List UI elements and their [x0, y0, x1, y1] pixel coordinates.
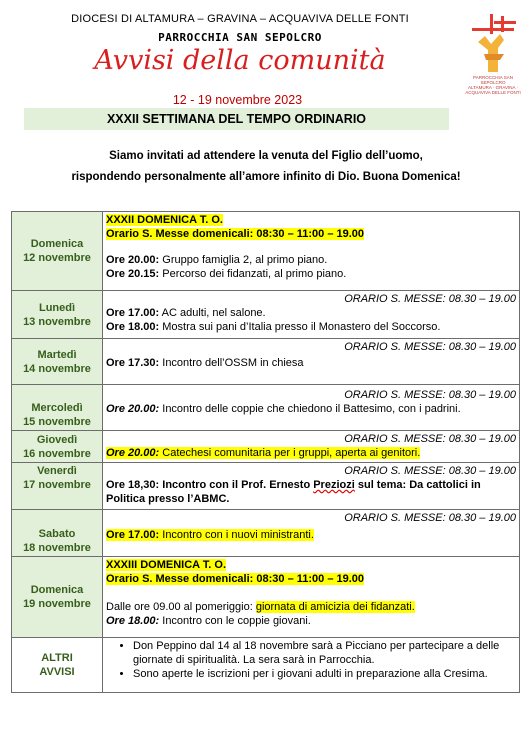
event-text: AC adulti, nel salone.: [159, 307, 266, 319]
table-row: [12, 638, 520, 693]
event-text: Mostra sui pani d’Italia presso il Monastero del Soccorso.: [159, 321, 441, 333]
table-row: [12, 463, 520, 510]
day-events: [103, 463, 520, 510]
list-item: [106, 402, 516, 416]
day-name: Giovedì: [36, 433, 78, 446]
list-item: • Don Peppino dal 14 al 18 novembre sarà a Picciano per partecipare a delle giornate di spiritualità. La sera sarà in Parrocchia.: [133, 639, 516, 667]
event-time: Ore 20.00:: [106, 403, 160, 415]
day-date: 18 novembre: [23, 542, 91, 554]
event-time: Ore 18.00:: [106, 615, 160, 627]
list-item: [106, 528, 516, 542]
day-cell: [12, 291, 103, 339]
list-item: [106, 320, 516, 334]
list-item: [106, 446, 516, 460]
event-text: Percorso dei fidanzati, al primo piano.: [159, 268, 347, 280]
event-time: Dalle ore 09.00 al pomeriggio:: [106, 601, 253, 613]
day-cell: [12, 463, 103, 510]
logo-caption-line-2: ALTAMURA · GRAVINA · ACQUAVIVA DELLE FONTI: [465, 85, 521, 95]
mass-times-label: ORARIO S. MESSE: 08.30 – 19.00: [344, 433, 516, 445]
day-date: 14 novembre: [23, 362, 91, 375]
mass-times-label: ORARIO S. MESSE: 08.30 – 19.00: [344, 341, 516, 353]
day-events: [103, 385, 520, 431]
speaker-name: Preziozi: [313, 479, 355, 491]
list-item: [106, 253, 516, 267]
event-time: Ore 18.00:: [106, 321, 160, 333]
day-cell: [12, 431, 103, 463]
mass-times-label: ORARIO S. MESSE: 08.30 – 19.00: [344, 389, 516, 401]
day-name: Lunedì: [38, 301, 76, 314]
list-item: [106, 356, 516, 370]
day-name: Domenica: [30, 584, 84, 596]
day-name: Domenica: [30, 238, 84, 250]
event-time: Ore 20.00:: [106, 447, 160, 459]
day-events: [103, 510, 520, 557]
event-time: Ore 17.30:: [106, 357, 160, 369]
table-row: [12, 212, 520, 291]
day-name: Venerdì: [37, 465, 77, 477]
day-events: [103, 291, 520, 339]
day-cell: [12, 339, 103, 385]
event-text: Catechesi comunitaria per i gruppi, aperta ai genitori.: [159, 447, 421, 459]
day-date: 15 novembre: [23, 416, 91, 428]
other-label-1: ALTRI: [41, 652, 73, 664]
list-item: [106, 478, 516, 506]
sunday-heading: XXXIII DOMENICA T. O.: [106, 559, 226, 571]
other-notices: [103, 638, 520, 693]
event-time: Ore 20.00:: [106, 254, 160, 266]
day-date: 13 novembre: [23, 315, 91, 328]
list-item: [106, 306, 516, 320]
table-row: [12, 510, 520, 557]
event-text: giornata di amicizia dei fidanzati.: [255, 601, 415, 613]
intro-line-1: Siamo invitati ad attendere la venuta del Figlio dell’uomo,: [109, 150, 423, 162]
day-date: 17 novembre: [23, 479, 91, 491]
list-item: [106, 600, 516, 614]
day-date: 19 novembre: [23, 598, 91, 610]
day-cell: [12, 385, 103, 431]
mass-times-label: ORARIO S. MESSE: 08.30 – 19.00: [344, 293, 516, 305]
other-label-2: AVVISI: [39, 666, 75, 678]
day-name: Mercoledì: [31, 402, 83, 414]
list-item: [106, 267, 516, 281]
day-events: [103, 212, 520, 291]
other-notices-label: [12, 638, 103, 693]
page-title: Avvisi della comunità: [94, 45, 386, 76]
event-text: Gruppo famiglia 2, al primo piano.: [159, 254, 328, 266]
table-row: [12, 291, 520, 339]
parish-name: PARROCCHIA SAN SEPOLCRO: [158, 31, 322, 44]
event-time: Ore 17.00:: [106, 307, 160, 319]
event-time: Ore 18,30:: [106, 479, 160, 491]
table-row: [12, 339, 520, 385]
list-item: • Sono aperte le iscrizioni per i giovani adulti in preparazione alla Cresima.: [133, 667, 516, 681]
mass-times-label: ORARIO S. MESSE: 08.30 – 19.00: [344, 465, 516, 477]
event-text: Incontro con il Prof. Ernesto: [159, 479, 314, 491]
mass-times-label: ORARIO S. MESSE: 08.30 – 19.00: [344, 512, 516, 524]
event-text: Incontro con le coppie giovani.: [159, 615, 311, 627]
sunday-mass-times: Orario S. Messe domenicali: 08:30 – 11:00 – 19.00: [106, 228, 365, 240]
event-text: Incontro dell’OSSM in chiesa: [159, 357, 304, 369]
diocese-header: DIOCESI DI ALTAMURA – GRAVINA – ACQUAVIVA DELLE FONTI: [71, 13, 409, 25]
table-row: [12, 431, 520, 463]
day-events: [103, 339, 520, 385]
event-text: sul tema: Da cattolici in Politica presso l’ABMC.: [106, 479, 481, 505]
day-name: Martedì: [37, 348, 77, 361]
logo-caption: [464, 75, 522, 95]
day-cell: [12, 510, 103, 557]
event-time: Ore 20.15:: [106, 268, 160, 280]
event-text: Incontro delle coppie che chiedono il Battesimo, con i padrini.: [159, 403, 461, 415]
schedule-table: [11, 211, 520, 693]
week-title: XXXII SETTIMANA DEL TEMPO ORDINARIO: [24, 108, 449, 130]
table-row: [12, 557, 520, 638]
day-cell: [12, 212, 103, 291]
day-date: 12 novembre: [23, 252, 91, 264]
sunday-heading: XXXII DOMENICA T. O.: [106, 214, 223, 226]
date-range: 12 - 19 novembre 2023: [172, 93, 303, 107]
day-events: [103, 557, 520, 638]
sunday-mass-times: Orario S. Messe domenicali: 08:30 – 11:00 – 19.00: [106, 573, 365, 585]
event-text: Incontro con i nuovi ministranti.: [159, 529, 314, 541]
day-cell: [12, 557, 103, 638]
table-row: [12, 385, 520, 431]
day-events: [103, 431, 520, 463]
logo-caption-line-1: PARROCCHIA SAN SEPOLCRO: [473, 75, 513, 85]
event-time: Ore 17.00:: [106, 529, 160, 541]
day-date: 16 novembre: [23, 447, 91, 460]
intro-line-2: rispondendo personalmente all’amore infinito di Dio. Buona Domenica!: [71, 171, 461, 183]
day-name: Sabato: [38, 528, 76, 540]
list-item: [106, 614, 516, 628]
